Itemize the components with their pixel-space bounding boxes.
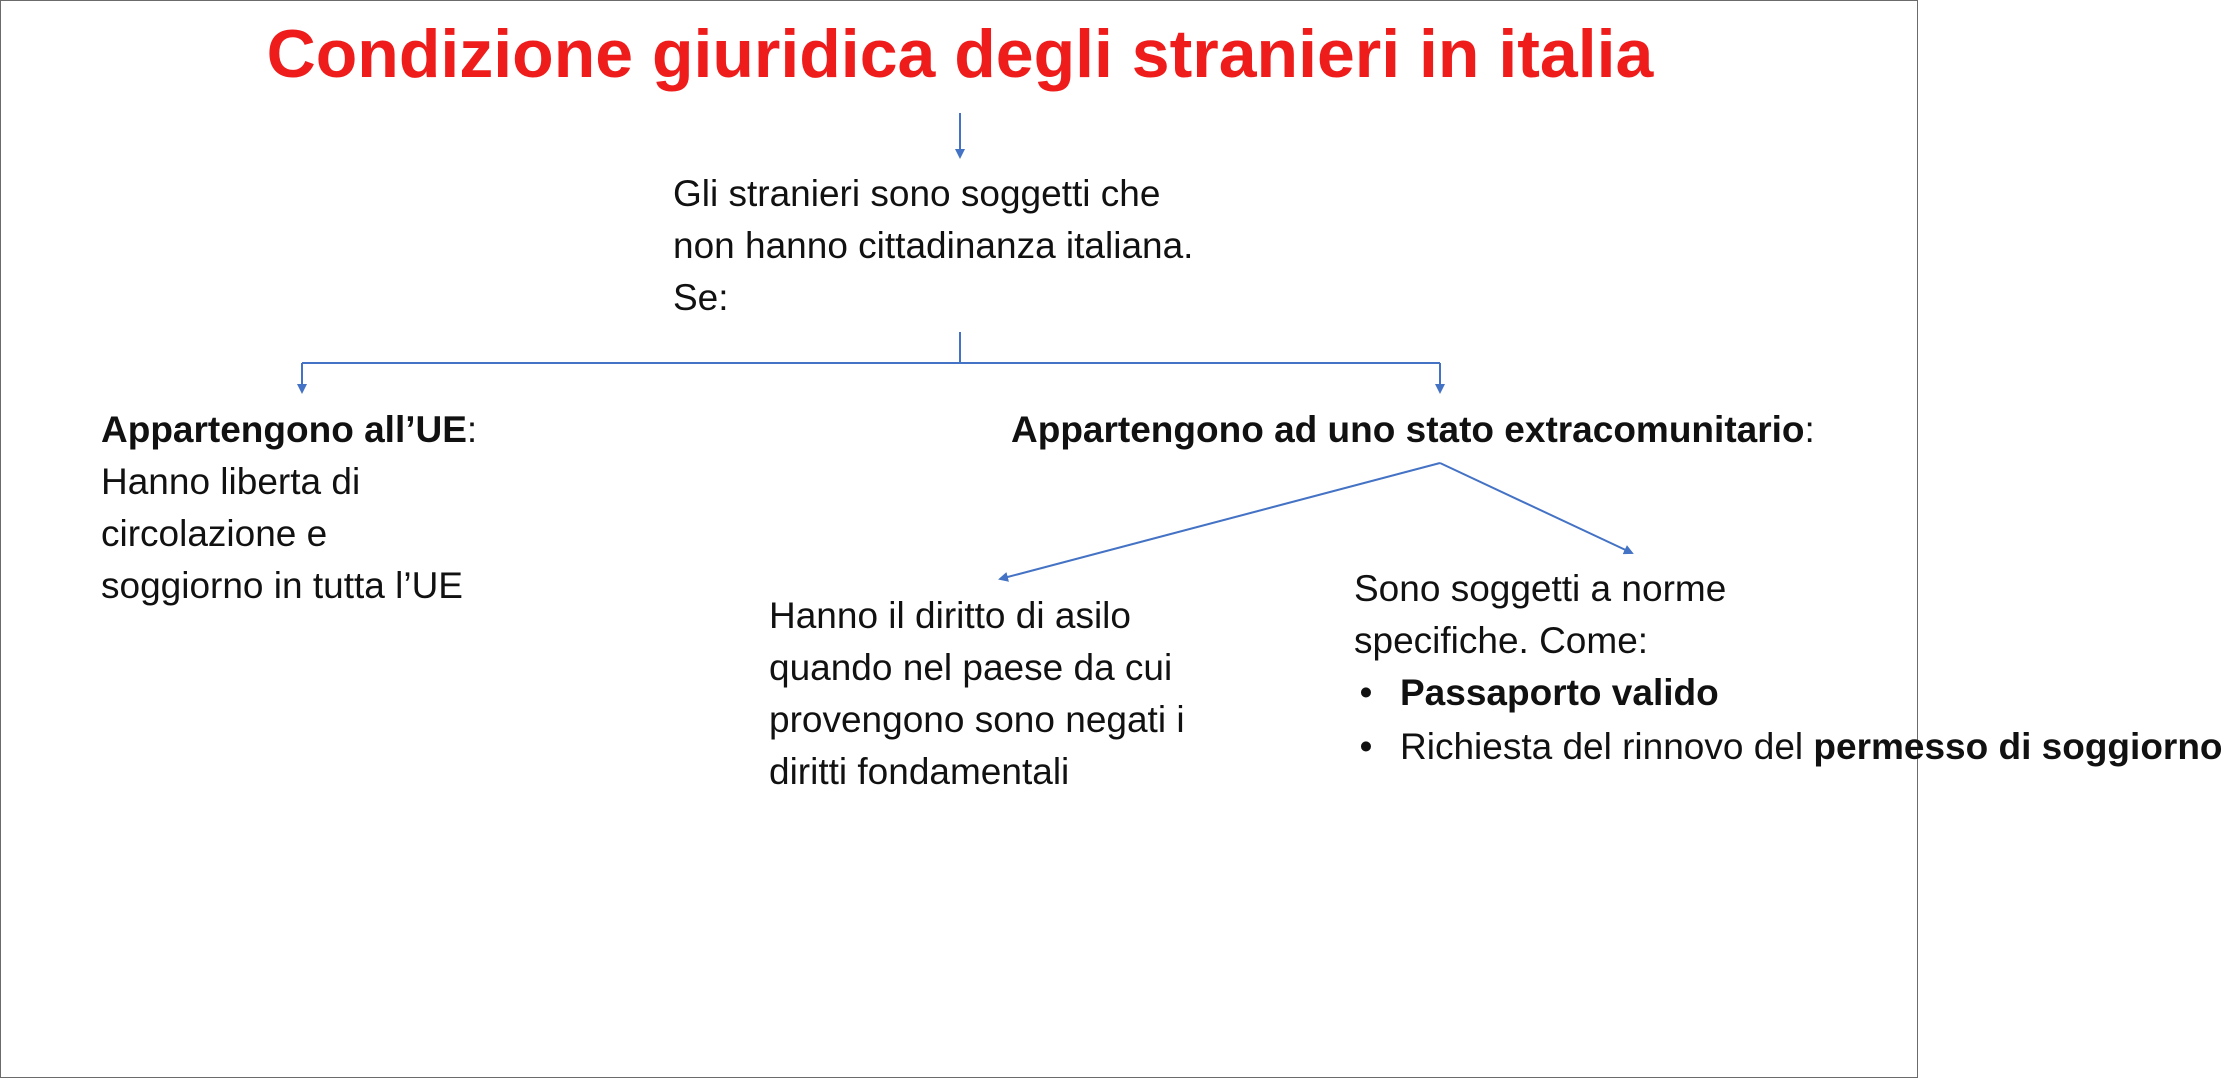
eu-heading: Appartengono all’UE xyxy=(101,409,467,450)
extra-heading: Appartengono ad uno stato extracomunitario xyxy=(1011,409,1805,450)
intro-line-1: Gli stranieri sono soggetti che xyxy=(673,173,1161,214)
eu-line-1: Hanno liberta di xyxy=(101,461,361,502)
eu-heading-row xyxy=(101,404,477,456)
bullet-dot-icon: • xyxy=(1359,726,1373,767)
intro-line-3: Se: xyxy=(673,277,729,318)
asylum-line-1: Hanno il diritto di asilo xyxy=(769,595,1131,636)
bullet-permit-bold-text: permesso di soggiorno xyxy=(1813,726,2223,767)
asylum-line-2: quando nel paese da cui xyxy=(769,647,1173,688)
eu-branch xyxy=(101,404,477,612)
extra-branch xyxy=(1011,404,1815,456)
asylum-text xyxy=(769,590,1185,798)
arrow-extra-to-norms xyxy=(1440,463,1632,553)
eu-heading-colon: : xyxy=(466,409,478,450)
bullet-dot-icon: • xyxy=(1359,672,1373,713)
intro-line-2: non hanno cittadinanza italiana. xyxy=(673,225,1194,266)
bullet-permit-text: Richiesta del rinnovo del xyxy=(1400,726,1804,767)
norms-line-2: specifiche. Come: xyxy=(1354,620,1649,661)
slide-title: Condizione giuridica degli stranieri in italia xyxy=(266,16,1654,92)
norms-text xyxy=(1354,563,1726,667)
extra-heading-row xyxy=(1011,404,1815,456)
bullet-item-passport xyxy=(1354,667,2223,719)
bullet-item-permit xyxy=(1354,721,2223,773)
intro-text xyxy=(673,168,1193,324)
asylum-line-4: diritti fondamentali xyxy=(769,751,1070,792)
arrow-extra-to-asylum xyxy=(1000,463,1440,579)
bullet-passport-text: Passaporto valido xyxy=(1400,672,1719,713)
asylum-line-3: provengono sono negati i xyxy=(769,699,1185,740)
norms-line-1: Sono soggetti a norme xyxy=(1354,568,1727,609)
eu-line-2: circolazione e xyxy=(101,513,328,554)
extra-heading-colon: : xyxy=(1804,409,1815,450)
eu-line-3: soggiorno in tutta l’UE xyxy=(101,565,463,606)
norms-bullet-list xyxy=(1354,667,2223,775)
